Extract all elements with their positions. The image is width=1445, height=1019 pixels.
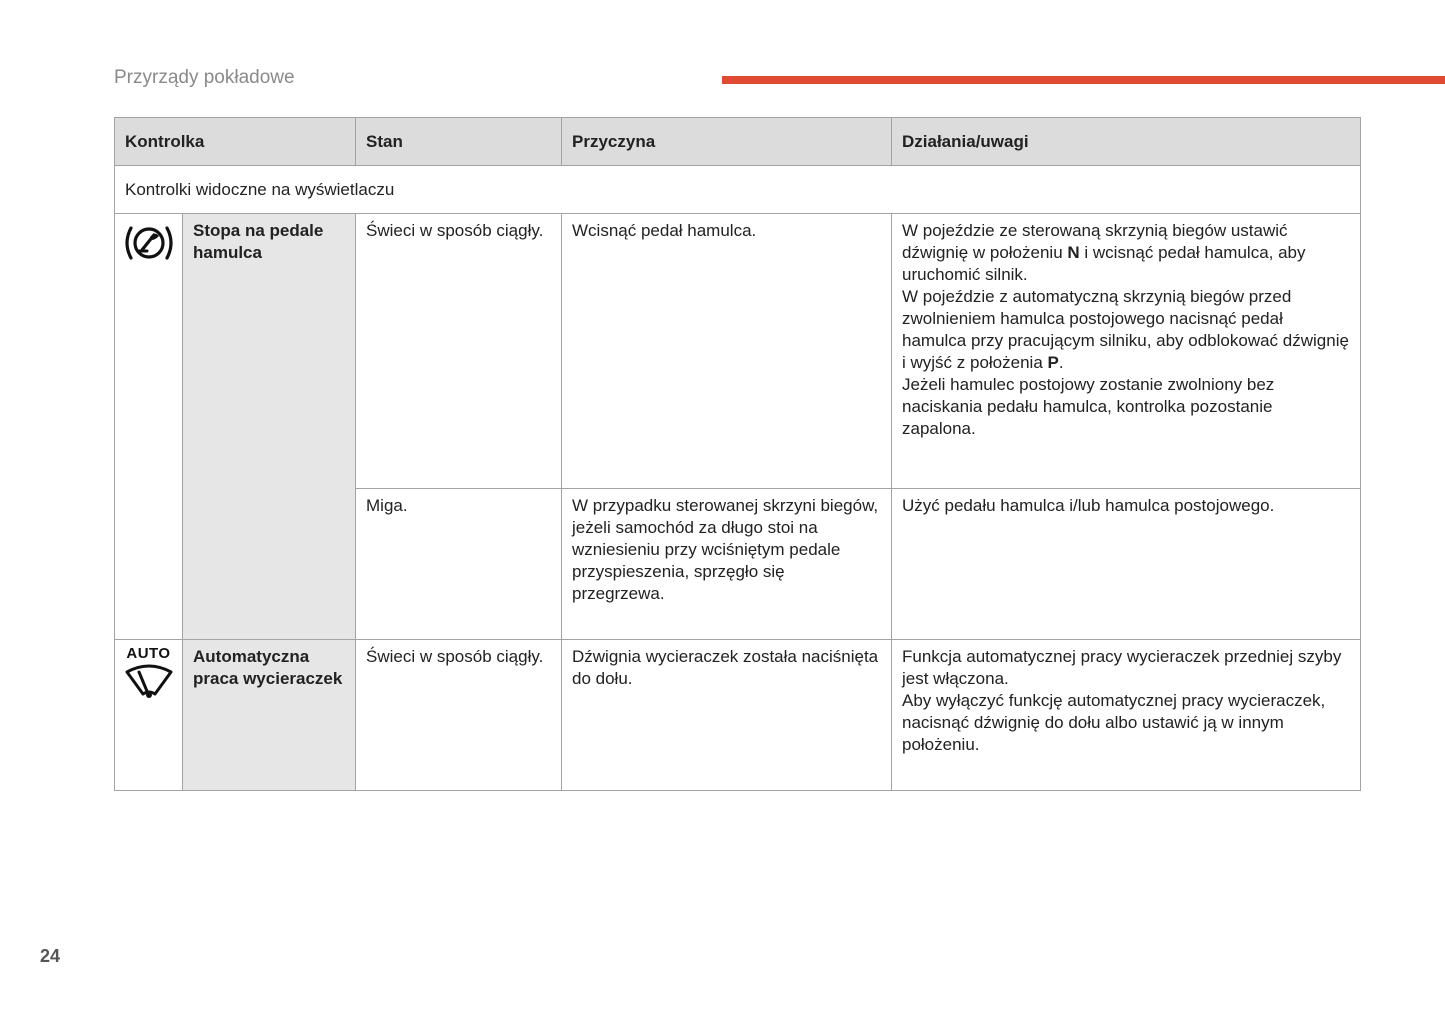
action-text: i wcisnąć pedał hamulca, aby uruchomić silnik. bbox=[902, 243, 1306, 284]
action-paragraph bbox=[902, 220, 1350, 286]
state-cell: Świeci w sposób ciągły. bbox=[356, 214, 562, 489]
group-row bbox=[115, 166, 1361, 214]
action-text: . bbox=[1058, 353, 1064, 372]
action-paragraph: Funkcja automatycznej pracy wycieraczek przedniej szyby jest włączona. bbox=[902, 647, 1342, 688]
action-cell: Użyć pedału hamulca i/lub hamulca postojowego. bbox=[892, 489, 1361, 640]
state-cell: Świeci w sposób ciągły. bbox=[356, 640, 562, 791]
icon-cell bbox=[115, 640, 183, 791]
header-accent-bar bbox=[722, 76, 1445, 84]
action-text: W pojeździe z automatyczną skrzynią biegów przed zwolnieniem hamulca postojowego nacisnąć pedał hamulca przy pracującym silniku, aby odblokować dźwignię i wyjść z położenia bbox=[902, 287, 1349, 372]
cause-cell: Wcisnąć pedał hamulca. bbox=[562, 214, 892, 489]
column-header-stan: Stan bbox=[356, 118, 562, 166]
brake-pedal-warning-icon bbox=[119, 220, 179, 266]
state-cell: Miga. bbox=[356, 489, 562, 640]
table-row bbox=[115, 640, 1361, 791]
action-paragraph: Aby wyłączyć funkcję automatycznej pracy wycieraczek, nacisnąć dźwignię do dołu albo ustawić ją w innym położeniu. bbox=[902, 691, 1326, 754]
group-label: Kontrolki widoczne na wyświetlaczu bbox=[115, 166, 1361, 214]
auto-wiper-icon bbox=[121, 662, 177, 702]
gear-position-p: P bbox=[1047, 353, 1059, 372]
icon-cell bbox=[115, 214, 183, 640]
cause-cell: Dźwignia wycieraczek została naciśnięta do dołu. bbox=[562, 640, 892, 791]
page-number: 24 bbox=[40, 946, 61, 966]
warning-name-wiper: Automatyczna praca wycieraczek bbox=[183, 640, 356, 791]
action-paragraph bbox=[902, 286, 1350, 374]
column-header-przyczyna: Przyczyna bbox=[562, 118, 892, 166]
warning-name-brake: Stopa na pedale hamulca bbox=[183, 214, 356, 640]
action-paragraph: Jeżeli hamulec postojowy zostanie zwolniony bez naciskania pedału hamulca, kontrolka pozostanie zapalona. bbox=[902, 375, 1275, 438]
column-header-kontrolka: Kontrolka bbox=[115, 118, 356, 166]
table-row bbox=[115, 214, 1361, 489]
action-cell bbox=[892, 214, 1361, 489]
action-cell bbox=[892, 640, 1361, 791]
warning-lights-table bbox=[114, 117, 1361, 791]
column-header-dzialania: Działania/uwagi bbox=[892, 118, 1361, 166]
section-title: Przyrządy pokładowe bbox=[114, 67, 295, 88]
cause-cell: W przypadku sterowanej skrzyni biegów, jeżeli samochód za długo stoi na wzniesieniu przy wciśniętym pedale przyspieszenia, sprzęgło się przegrzewa. bbox=[562, 489, 892, 640]
table-header-row bbox=[115, 118, 1361, 166]
auto-label: AUTO bbox=[126, 645, 171, 662]
gear-position-n: N bbox=[1067, 243, 1080, 262]
action-text: W pojeździe ze sterowaną skrzynią biegów ustawić dźwignię w położeniu bbox=[902, 221, 1288, 262]
